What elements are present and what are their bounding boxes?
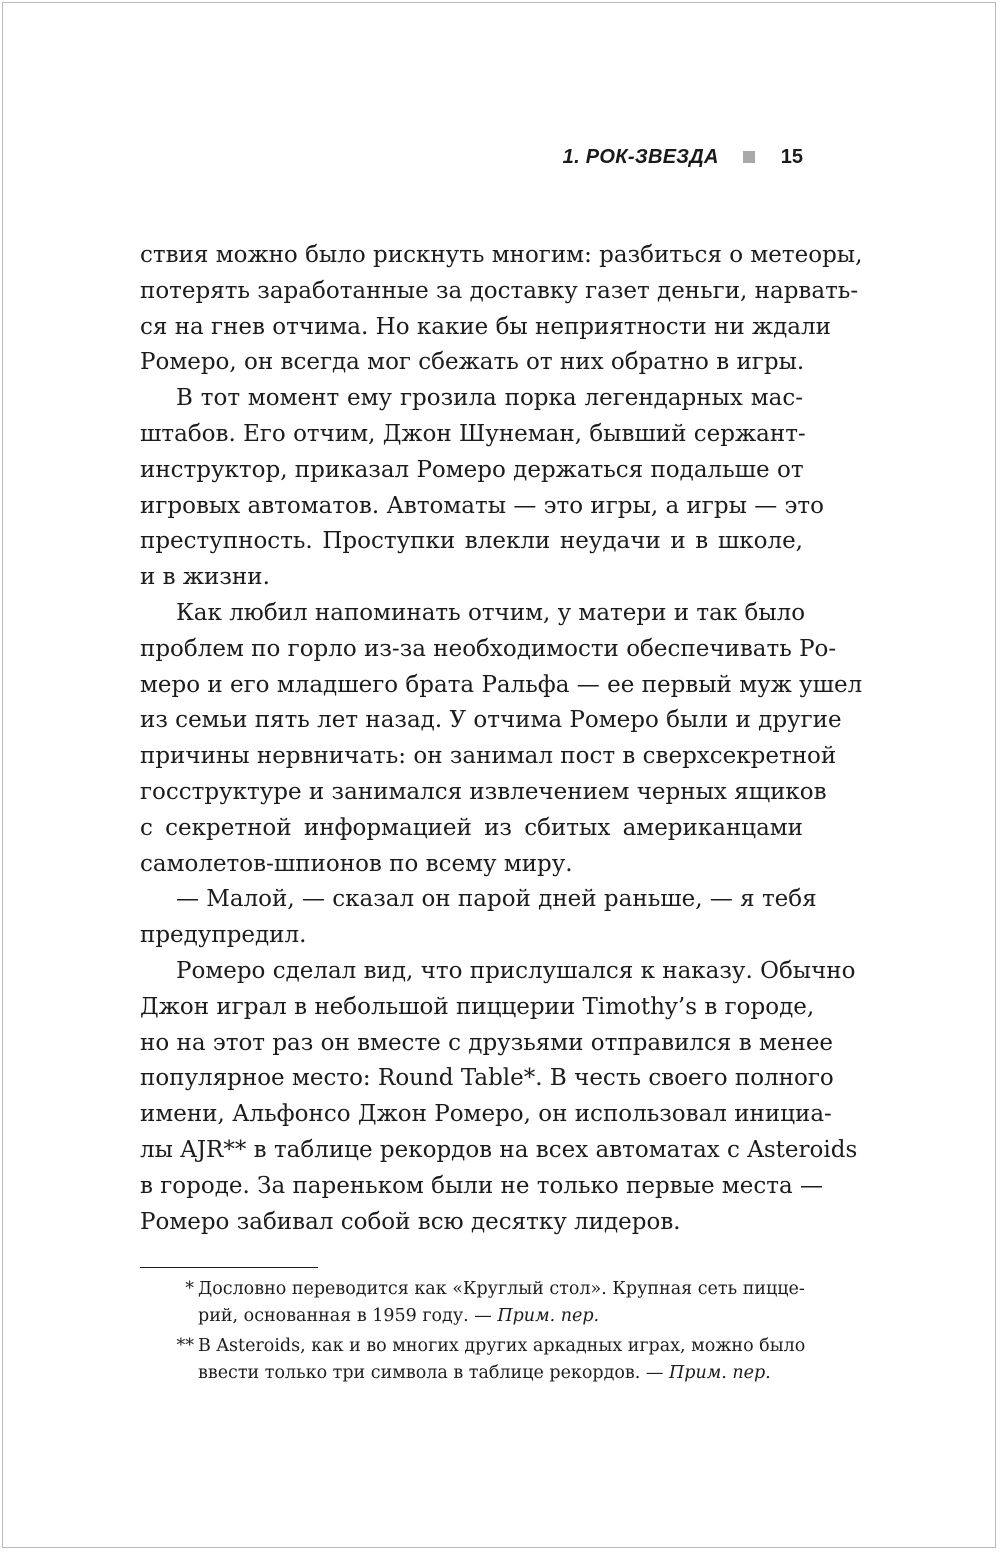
- text-line: госструктуре и занимался извлечением черных ящиков: [140, 778, 827, 805]
- text-line: с секретной информацией из сбитых американцами: [140, 814, 803, 841]
- text-line: Ромеро, он всегда мог сбежать от них обратно в игры.: [140, 349, 805, 376]
- text-line: Джон играл в небольшой пиццерии Timothy’s в городе,: [140, 993, 815, 1020]
- body-text: [140, 238, 863, 1240]
- footnote-rule: [140, 1267, 318, 1268]
- paragraph-5: [140, 954, 858, 1240]
- footnote-mark: **: [176, 1335, 194, 1356]
- footnote-line-end: [198, 1360, 805, 1387]
- footnotes: [140, 1276, 806, 1388]
- text-line: Ромеро сделал вид, что прислушался к наказу. Обычно: [176, 957, 856, 984]
- text-line: Как любил напоминать отчим, у матери и так было: [176, 599, 806, 626]
- text-line: лы AJR** в таблице рекордов на всех автоматах с Asteroids: [140, 1136, 858, 1163]
- text-line: — Малой, — сказал он парой дней раньше, — я тебя: [176, 886, 817, 913]
- separator-square-icon: [743, 151, 755, 163]
- text-line: проблем по горло из-за необходимости обеспечивать Ро-: [140, 635, 837, 662]
- paragraph-3: [140, 596, 863, 882]
- text-line: преступность. Проступки влекли неудачи и в школе,: [140, 528, 803, 555]
- text-line: ся на гнев отчима. Но какие бы неприятности ни ждали: [140, 313, 831, 340]
- footnote-text: рий, основанная в 1959 году. —: [198, 1306, 492, 1327]
- footnote-line-end: [198, 1303, 805, 1330]
- paragraph-1: [140, 238, 863, 381]
- footnote-1: [140, 1276, 803, 1331]
- footnote-line: Дословно переводится как «Круглый стол». Крупная сеть пицце-: [198, 1279, 805, 1299]
- text-line: В тот момент ему грозила порка легендарных мас-: [176, 385, 803, 412]
- text-line: самолетов-шпионов по всему миру.: [140, 850, 573, 877]
- running-head: [140, 143, 803, 171]
- footnote-line: В Asteroids, как и во многих других аркадных играх, можно было: [198, 1335, 806, 1356]
- text-line: имени, Альфонсо Джон Ромеро, он использовал инициа-: [140, 1101, 832, 1128]
- footnote-2: [140, 1333, 806, 1388]
- text-line: из семьи пять лет назад. У отчима Ромеро были и другие: [140, 707, 842, 734]
- translator-note: Прим. пер.: [668, 1363, 771, 1384]
- text-line: игровых автоматов. Автоматы — это игры, а игры — это: [140, 492, 824, 519]
- chapter-title: 1. РОК-ЗВЕЗДА: [562, 145, 719, 168]
- paragraph-4: [140, 882, 817, 954]
- text-line: популярное место: Round Table*. В честь своего полного: [140, 1065, 834, 1092]
- text-line: ствия можно было рискнуть многим: разбиться о метеоры,: [140, 242, 863, 268]
- text-line: в городе. За пареньком были не только первые места —: [140, 1172, 823, 1199]
- text-line: и в жизни.: [140, 564, 270, 591]
- text-line: инструктор, приказал Ромеро держаться подальше от: [140, 456, 804, 483]
- text-line: предупредил.: [140, 922, 307, 949]
- text-line: меро и его младшего брата Ральфа — ее первый муж ушел: [140, 671, 863, 698]
- text-line: но на этот раз он вместе с друзьями отправился в менее: [140, 1029, 834, 1056]
- page-number: 15: [780, 145, 803, 168]
- text-line: Ромеро забивал собой всю десятку лидеров.: [140, 1208, 681, 1235]
- text-line: штабов. Его отчим, Джон Шунеман, бывший сержант-: [140, 420, 806, 447]
- paragraph-2: [140, 381, 824, 596]
- translator-note: Прим. пер.: [497, 1306, 600, 1327]
- footnote-mark: *: [185, 1279, 194, 1299]
- footnote-text: ввести только три символа в таблице рекордов. —: [198, 1363, 664, 1384]
- text-line: потерять заработанные за доставку газет деньги, нарвать-: [140, 277, 859, 304]
- text-line: причины нервничать: он занимал пост в сверхсекретной: [140, 743, 837, 770]
